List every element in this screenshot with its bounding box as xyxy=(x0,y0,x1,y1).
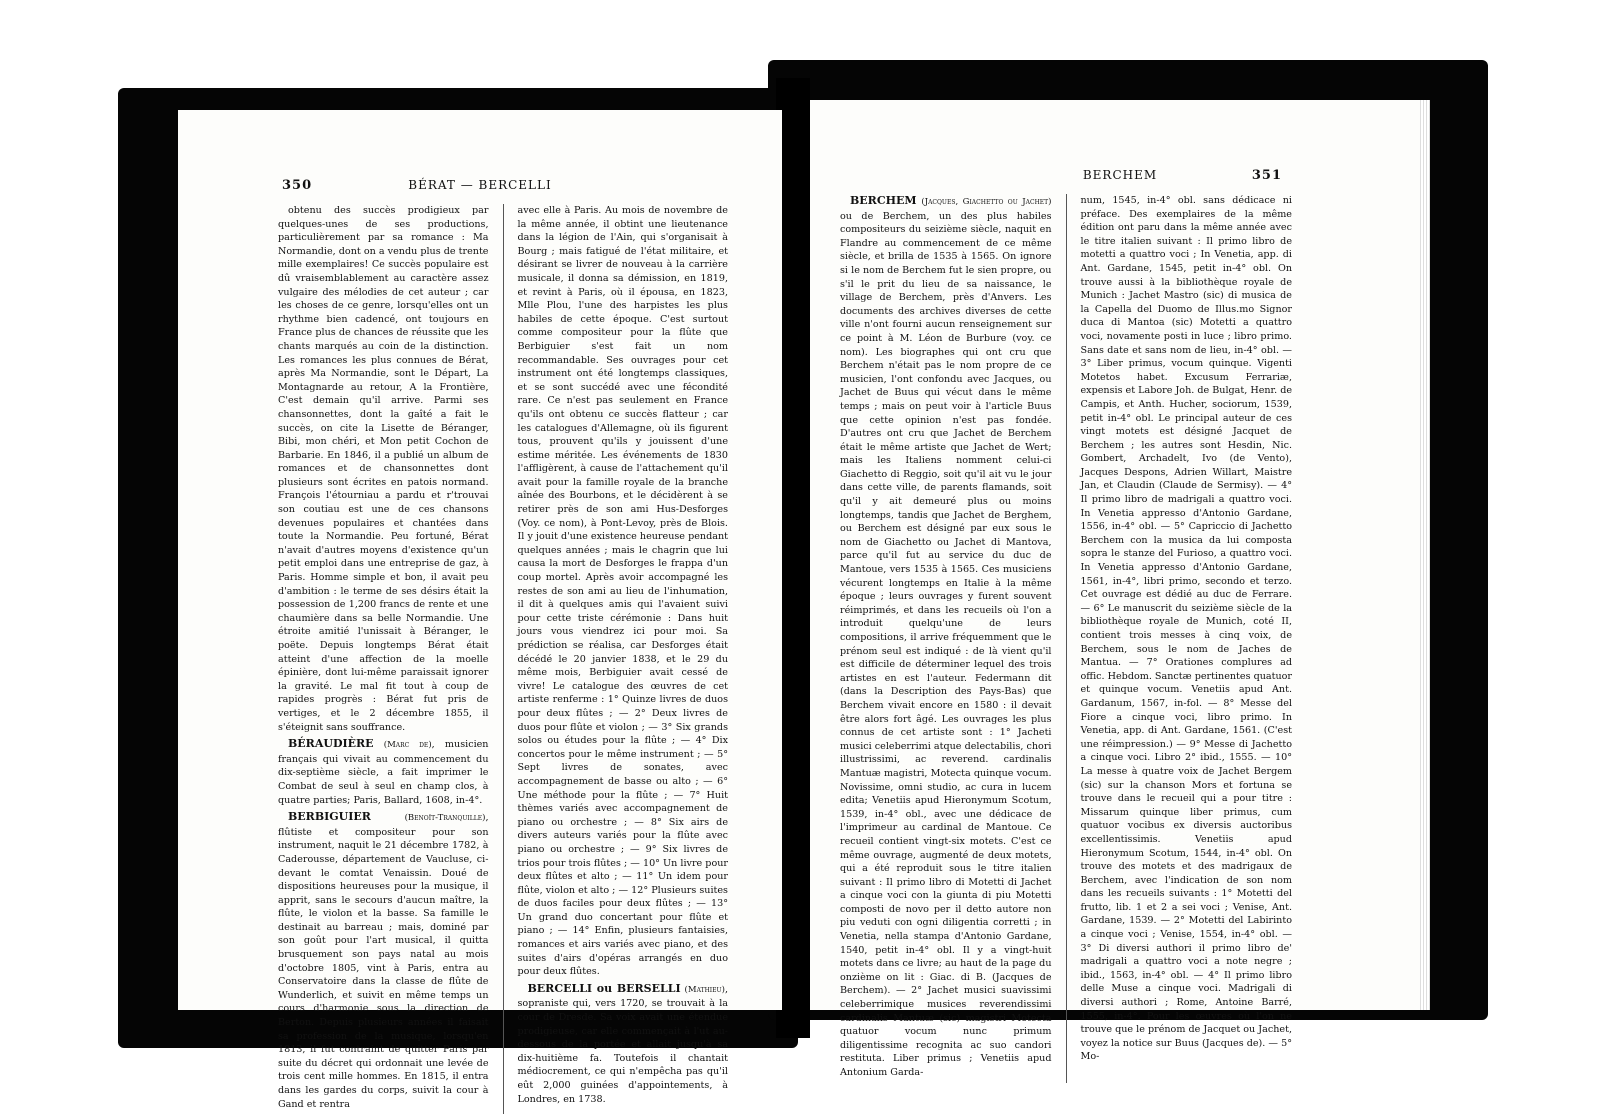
entry-headword: BERCHEM xyxy=(850,194,917,207)
left-page-columns xyxy=(278,204,728,1114)
entry-text: ou de Berchem, un des plus habiles compositeurs du seizième siècle, naquit en Flandre au commencement de ce même siècle, et brilla de 1535 à 1565. On ignore si le nom de Berchem fut le sien propre, ou s'il le prit du lieu de sa naissance, le village de Berchem, près d'Anvers. Les documents des archives diverses de cette ville n'ont fourni aucun renseignement sur ce point à M. Léon de Burbure (voy. ce nom). Les biographes qui ont cru que Berchem n'était pas le nom propre de ce musicien, l'ont confondu avec Jacques, ou Jachet de Buus qui vécut dans le même temps ; mais on peut voir à l'article Buus que cette opinion n'est pas fondée. D'autres ont cru que Jachet de Berchem était le même artiste que Jachet de Wert; mais les Italiens nomment celui-ci Giachetto di Reggio, soit qu'il ait vu le jour dans cette ville, de parents flamands, soit qu'il y ait demeuré plus ou moins longtemps, tandis que Jachet de Berghem, ou Berchem est désigné par eux sous le nom de Giachetto ou Jachet di Mantova, parce qu'il fut au service du duc de Mantoue, vers 1535 à 1565. Ces musiciens vécurent longtemps en Italie à la même époque ; leurs ouvrages y furent souvent réimprimés, et dans les recueils où l'on a introduit quelqu'une de leurs compositions, il arrive fréquemment que le prénom seul est indiqué : de là vient qu'il est difficile de déterminer lequel des trois artistes en est l'auteur. Federmann dit (dans la Description des Pays-Bas) que Berchem vivait encore en 1580 : il devait être alors fort âgé. Les ouvrages les plus connus de cet artiste sont : 1° Jacheti musici celeberrimi atque delectabilis, chori illustrissimi, ac reverend. cardinalis Mantuæ magistri, Motecta quinque vocum. Novissime, omni studio, ac cura in lucem edita; Venetiis apud Hieronymum Scotum, 1539, in-4° obl., avec une dédicace de l'imprimeur au cardinal de Mantoue. Ce recueil contient vingt-six motets. C'est ce même ouvrage, augmenté de deux motets, qui a été reproduit sous le titre italien suivant : Il primo libro di Motetti di Jachet a cinque voci con la giunta di piu Motetti composti de novo per il detto autore non piu veduti con ogni diligentia corretti ; in Venetia, nella stampa d'Antonio Gardane, 1540, petit in-4° obl. Il y a vingt-huit motets dans ce livre; au haut de la page du onzième on lit : Giac. di B. (Jacques de Berchem). — 2° Jachet musici suavissimi celeberrimique musices reverendissimi cardinalis Mantuæ (sic) magistri Motecta quatuor vocum nunc primum diligentissime recognita ac suo candori restituta. Liber primus ; Venetiis apud Antonium Garda- xyxy=(840,210,1052,1078)
right-page-columns xyxy=(840,194,1292,1083)
right-page-header xyxy=(810,168,1430,188)
entry-text: , flûtiste et compositeur pour son instrument, naquit le 21 décembre 1782, à Caderousse, département de Vaucluse, ci-devant le comtat Venaissin. Doué de dispositions heureuses pour la musique, il apprit, sans le secours d'aucun maître, la flûte, le violon et la basse. Sa famille le destinait au barreau ; mais, dominé par son goût pour l'art musical, il quitta brusquement son pays natal au mois d'octobre 1805, vint à Paris, entra au Conservatoire dans la classe de flûte de Wunderlich, et suivit en même temps un cours d'harmonie sous la direction de Berton. Depuis plusieurs années il faisait sa profession de la musique, lorsqu'en 1813, il fut contraint de quitter Paris par suite du décret qui ordonnait une levée de trois cent mille hommes. En 1815, il entra dans les gardes du corps, suivit la cour à Gand et rentra xyxy=(278,812,489,1110)
column-divider xyxy=(503,204,504,1114)
text-column xyxy=(518,204,729,1114)
dictionary-entry xyxy=(518,204,729,979)
entry-headword: BÉRAUDIÈRE xyxy=(288,737,374,751)
entry-text: , sopraniste qui, vers 1720, se trouvait à la cour de Dresde. Sa voix avait une étendue prodigieuse, car elle commençait à l'ut au-dessous de la portée et allait jusqu'à sa dix-huitième fa. Toutefois il chantait médiocrement, ce qui n'empêcha pas qu'il eût 2,000 guinées d'appointements, à Londres, en 1738. xyxy=(517,983,728,1105)
text-column xyxy=(1081,194,1293,1083)
entry-headword: BERBIGUIER xyxy=(288,810,371,824)
dictionary-entry xyxy=(518,982,729,1106)
running-head: BÉRAT — BERCELLI xyxy=(408,178,552,192)
entry-forenames: (Benoît-Tranquille) xyxy=(404,813,486,824)
entry-text: avec elle à Paris. Au mois de novembre de la même année, il obtint une lieutenance dans la légion de l'Ain, qui s'organisait à Bourg ; mais fatigué de l'état militaire, et désirant se livrer de nouveau à la carrière musicale, il donna sa démission, en 1819, et revint à Paris, où il épousa, en 1823, Mlle Plou, l'une des harpistes les plus habiles de cette époque. C'est surtout comme compositeur pour la flûte que Berbiguier s'est fait un nom recommandable. Ses ouvrages pour cet instrument ont été longtemps classiques, et se sont succédé avec une fécondité rare. Ce n'est pas seulement en France qu'ils ont obtenu ce succès flatteur ; car les catalogues d'Allemagne, où ils figurent tous, prouvent qu'ils y jouissent d'une estime méritée. Les événements de 1830 l'affligèrent, à cause de l'attachement qu'il avait pour la famille royale de la branche aînée des Bourbons, et le décidèrent à se retirer près de son ami Hus-Desforges (Voy. ce nom), à Pont-Levoy, près de Blois. Il y jouit d'une existence heureuse pendant quelques années ; mais le chagrin que lui causa la mort de Desforges le frappa d'un coup mortel. Après avoir accompagné les restes de son ami au lieu de l'inhumation, il dit à quelques amis qui l'avaient suivi pour cette triste cérémonie : Dans huit jours vous viendrez ici pour moi. Sa prédiction se réalisa, car Desforges était décédé le 20 janvier 1838, et le 29 du même mois, Berbiguier avait cessé de vivre! Le catalogue des œuvres de cet artiste renferme : 1° Quinze livres de duos pour deux flûtes ; — 2° Deux livres de duos pour flûte et violon ; — 3° Six grands solos ou études pour la flûte ; — 4° Dix concertos pour le même instrument ; — 5° Sept livres de sonates, avec accompagnement de basse ou alto ; — 6° Une méthode pour la flûte ; — 7° Huit thèmes variés avec accompagnement de piano ou orchestre ; — 8° Six airs de divers auteurs variés pour la flûte avec piano ou orchestre ; — 9° Six livres de trios pour trois flûtes ; — 10° Un livre pour deux flûtes et alto ; — 11° Un idem pour flûte, violon et alto ; — 12° Plusieurs suites de duos faciles pour deux flûtes ; — 13° Un grand duo concertant pour flûte et piano ; — 14° Enfin, plusieurs fantaisies, romances et airs variés avec piano, et des suites d'airs d'opéras arrangés en duo pour deux flûtes. xyxy=(517,205,728,978)
left-page-header xyxy=(178,178,782,198)
left-page xyxy=(178,110,782,1110)
dictionary-entry xyxy=(278,810,489,1111)
entry-text: obtenu des succès prodigieux par quelques-unes de ses productions, particulièrement par sa romance : Ma Normandie, dont on a vendu plus de trente mille exemplaires! Ce succès populaire est dû vraisemblablement au caractère assez vulgaire des mélodies de cet auteur ; car les choses de ce genre, lorsqu'elles ont un rhythme bien cadencé, ont toujours en France plus de chances de réussite que les chants marqués au coin de la distinction. Les romances les plus connues de Bérat, après Ma Normandie, sont le Départ, La Montagnarde au retour, A la Frontière, C'est demain qu'il arrive. Parmi ses chansonnettes, dont la gaîté a fait le succès, on cite la Lisette de Béranger, Bibi, mon chéri, et Mon petit Cochon de Barbarie. En 1846, il a publié un album de romances et de chansonnettes dont plusieurs sont écrites en patois normand. François l'étourniau a pardu et r'trouvai son coutiau est une de ces chansons devenues populaires et chantées dans toute la Normandie. Peu fortuné, Bérat n'avait d'autres moyens d'existence qu'un petit emploi dans une entreprise de gaz, à Paris. Homme simple et bon, il avait peu d'ambition : le terme de ses désirs était la possession de 1,200 francs de rente et une chaumière dans sa belle Normandie. Une étroite amitié l'unissait à Béranger, le poëte. Depuis longtemps Bérat était atteint d'une affection de la moelle épinière, dont lui-même paraissait ignorer la gravité. Le mal fit tout à coup de rapides progrès : Bérat fut pris de vertiges, et le 2 décembre 1855, il s'éteignit sans souffrance. xyxy=(278,205,489,733)
right-page xyxy=(810,100,1430,1078)
page-number: 351 xyxy=(1251,168,1282,183)
entry-forenames: (Marc de) xyxy=(383,740,432,751)
text-column xyxy=(278,204,489,1114)
dictionary-entry xyxy=(840,194,1052,1080)
dictionary-entry xyxy=(1081,194,1293,1064)
entry-text: , musicien français qui vivait au commencement du dix-septième siècle, a fait imprimer le Combat de seul à seul en champ clos, à quatre parties; Paris, Ballard, 1608, in-4°. xyxy=(278,739,489,806)
dictionary-entry xyxy=(278,737,489,807)
entry-forenames: (Mathieu) xyxy=(684,984,725,995)
column-divider xyxy=(1066,194,1067,1083)
entry-forenames: (Jacques, Giachetto ou Jachet) xyxy=(921,197,1052,207)
entry-text: num, 1545, in-4° obl. sans dédicace ni préface. Des exemplaires de la même édition ont paru dans la même année avec le titre italien suivant : Il primo libro de motetti a quattro voci ; In Venetia, app. di Ant. Gardane, 1545, petit in-4° obl. On trouve aussi à la bibliothèque royale de Munich : Jachet Mastro (sic) di musica de la Capella del Duomo de Illus.mo Signor duca di Mantoa (sic) Motetti a quattro voci, novamente posti in luce ; libro primo. Sans date et sans nom de lieu, in-4° obl. — 3° Liber primus, vocum quinque. Vigenti Motetos habet. Excusum Ferrariæ, expensis et Labore Joh. de Bulgat, Henr. de Campis, et Anth. Hucher, sociorum, 1539, petit in-4° obl. Le principal auteur de ces vingt motets est désigné Jacquet de Berchem ; les autres sont Hesdin, Nic. Gombert, Archadelt, Ivo (de Vento), Jacques Despons, Adrien Willart, Maistre Jan, et Claudin (Claude de Sermisy). — 4° Il primo libro de madrigali a quattro voci. In Venetia appresso d'Antonio Gardane, 1556, in-4° obl. — 5° Capriccio di Jachetto Berchem con la musica da lui composta sopra le stanze del Furioso, a quattro voci. In Venetia appresso d'Antonio Gardane, 1561, in-4°, libri primo, secondo et terzo. Cet ouvrage est dédié au duc de Ferrare. — 6° Le manuscrit du seizième siècle de la bibliothèque royale de Munich, coté II, contient trois messes à cinq voix, de Berchem, sous le nom de Jaches de Mantua. — 7° Orationes complures ad offic. Hebdom. Sanctæ pertinentes quatuor et quinque vocum. Venetiis apud Ant. Gardanum, 1567, in-fol. — 8° Messe del Fiore a cinque voci, libro primo. In Venetia, app. di Ant. Gardane, 1561. (C'est une réimpression.) — 9° Messe di Jachetto a cinque voci. Libro 2° ibid., 1555. — 10° La messe à quatre voix de Jachet Bergem (sic) sur la chanson Mors et fortuna se trouve dans le recueil qui a pour titre : Missarum quinque liber primus, cum quatuor vocibus ex diversis auctoribus excellentissimis. Venetiis apud Hieronymum Scotum, 1544, in-4° obl. On trouve des motets et des madrigaux de Berchem, avec l'indication de son nom dans les recueils suivants : 1° Motetti del frutto, lib. 1 et 2 a sei voci ; Venise, Ant. Gardane, 1539. — 2° Motetti del Labirinto a cinque voci ; Venise, 1554, in-4° obl. — 3° Di diversi authori il primo libro de' madrigali a quattro voci a note negre ; ibid., 1563, in-4° obl. — 4° Il primo libro delle Muse a cinque voci. Madrigali di diversi authori ; Rome, Antoine Barré, 1555, in-4°. Pour les œuvres où l'on ne trouve que le prénom de Jacquet ou Jachet, voyez la notice sur Buus (Jacques de). — 5° Mo- xyxy=(1080,195,1293,1063)
entry-headword: BERCELLI ou BERSELLI xyxy=(527,981,681,995)
running-head: BERCHEM xyxy=(1082,168,1158,182)
page-edge xyxy=(1420,100,1430,1010)
text-column xyxy=(840,194,1052,1083)
page-number: 350 xyxy=(282,178,313,193)
dictionary-entry xyxy=(278,204,489,734)
